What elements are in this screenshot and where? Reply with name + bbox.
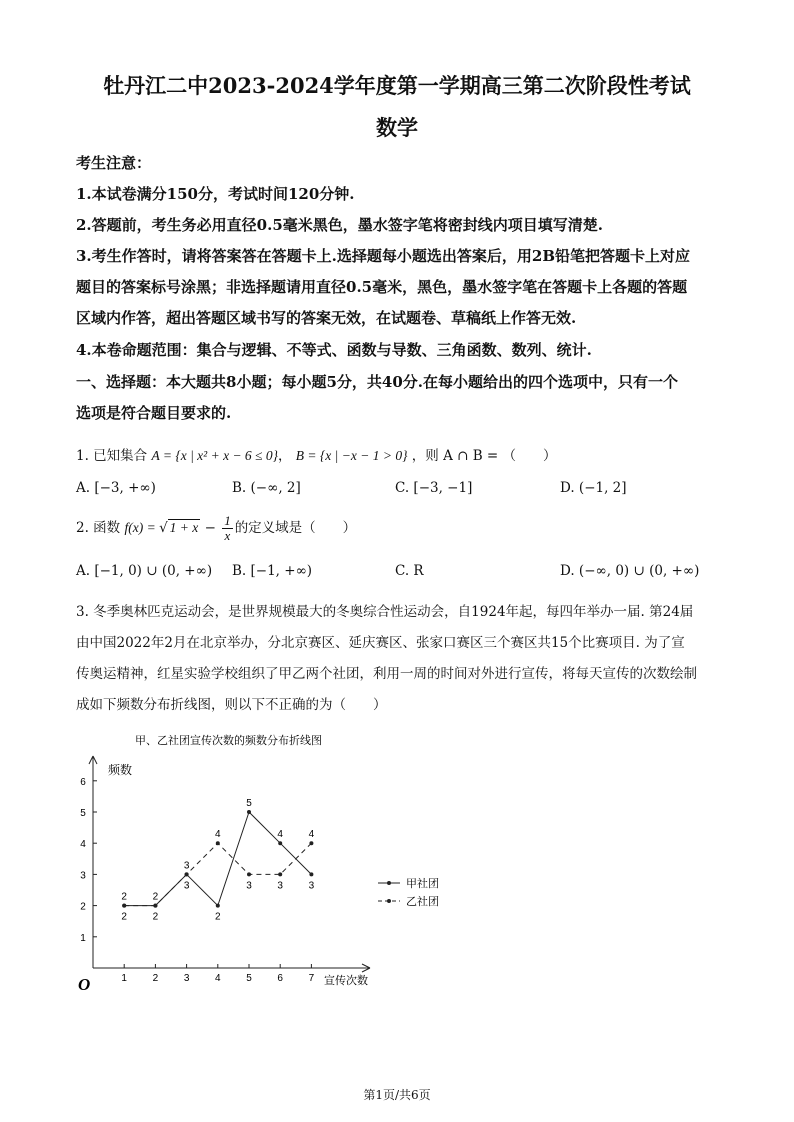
data-point — [216, 841, 220, 845]
q2-fraction-denominator: x — [224, 528, 231, 543]
q1-set-a: A = {x | x² + x − 6 ≤ 0} — [151, 448, 278, 463]
data-point — [247, 872, 251, 876]
x-tick-label: 1 — [121, 973, 127, 984]
q2-minus: − — [200, 520, 221, 536]
frequency-line-chart — [60, 730, 480, 995]
question-3-line-2: 由中国2022年2月在北京举办，分北京赛区、延庆赛区、张家口赛区三个赛区共15个比赛项目. 为了宣 — [76, 635, 685, 651]
notice-item-2: 2.答题前，考生务必用直径0.5毫米黑色，墨水签字笔将密封线内项目填写清楚. — [76, 216, 603, 234]
q2-prefix: 2. 函数 — [76, 520, 121, 536]
data-point — [185, 872, 189, 876]
q1-prefix: 1. 已知集合 — [76, 448, 148, 464]
data-label: 2 — [121, 891, 127, 903]
q2-option-c[interactable]: C. R — [395, 563, 424, 579]
question-1-stem: 1. 已知集合 A = {x | x² + x − 6 ≤ 0}， B = {x | −x − 1 > 0} ，则 A ∩ B = （ ） — [76, 448, 557, 464]
data-label: 2 — [121, 911, 127, 923]
legend-marker — [387, 899, 391, 903]
data-label: 3 — [183, 860, 190, 872]
q1-option-a[interactable]: A. [−3, +∞) — [76, 480, 156, 496]
x-tick-label: 2 — [152, 973, 159, 984]
q2-radicand: 1 + x — [169, 520, 199, 535]
q2-suffix: 的定义域是（ ） — [234, 520, 357, 536]
x-tick-label: 7 — [308, 973, 315, 984]
x-axis-label: 宣传次数 — [324, 975, 368, 987]
y-axis-label: 频数 — [108, 763, 133, 777]
data-label: 2 — [152, 911, 159, 923]
data-label: 3 — [277, 880, 283, 892]
notice-item-3-line-1: 3.考生作答时，请将答案答在答题卡上.选择题每小题选出答案后，用2B铅笔把答题卡上对应 — [76, 247, 691, 265]
notice-item-3-line-3: 区域内作答，超出答题区域书写的答案无效，在试题卷、草稿纸上作答无效. — [76, 309, 577, 327]
origin-label: O — [78, 975, 91, 994]
q1-option-d[interactable]: D. (−1, 2] — [560, 480, 627, 496]
q2-fraction — [222, 514, 233, 543]
data-label: 5 — [246, 798, 252, 809]
y-tick-label: 1 — [80, 932, 86, 944]
notice-item-1: 1.本试卷满分150分，考试时间120分钟. — [76, 185, 355, 203]
data-label: 2 — [152, 891, 159, 903]
y-tick-label: 5 — [80, 808, 86, 819]
q1-set-b: B = {x | −x − 1 > 0} — [295, 448, 408, 463]
y-tick-label: 2 — [80, 901, 86, 913]
data-label: 3 — [246, 880, 252, 892]
legend-marker — [387, 881, 391, 885]
data-point — [309, 841, 313, 845]
y-tick-label: 4 — [80, 839, 86, 851]
q2-option-d[interactable]: D. (−∞, 0) ∪ (0, +∞) — [560, 563, 700, 579]
q1-ask: ，则 A ∩ B = （ ） — [411, 448, 557, 464]
paper-subject: 数学 — [376, 115, 418, 140]
question-3-line-1: 3. 冬季奥林匹克运动会，是世界规模最大的冬奥综合性运动会，自1924年起，每四年举办一届. 第24届 — [76, 604, 694, 620]
data-point — [247, 810, 251, 814]
q2-function: f(x) = — [124, 520, 160, 535]
data-label: 3 — [308, 880, 315, 892]
section-heading-line-2: 选项是符合题目要求的. — [76, 404, 232, 422]
data-point — [153, 904, 157, 908]
question-3-line-4: 成如下频数分布折线图，则以下不正确的为（ ） — [76, 697, 387, 713]
x-tick-label: 5 — [246, 973, 252, 984]
y-tick-label: 3 — [80, 870, 86, 882]
notice-heading: 考生注意： — [76, 154, 152, 172]
notice-item-3-line-2: 题目的答案标号涂黑；非选择题请用直径0.5毫米，黑色，墨水签字笔在答题卡上各题的答题 — [76, 278, 688, 296]
notice-item-4: 4.本卷命题范围：集合与逻辑、不等式、函数与导数、三角函数、数列、统计. — [76, 341, 592, 359]
legend-label: 乙社团 — [406, 896, 439, 908]
data-label: 3 — [183, 880, 190, 892]
y-tick-label: 6 — [80, 776, 86, 788]
x-tick-label: 6 — [277, 973, 283, 984]
q2-option-a[interactable]: A. [−1, 0) ∪ (0, +∞) — [76, 563, 213, 579]
data-label: 4 — [308, 829, 315, 841]
data-point — [216, 904, 220, 908]
x-tick-label: 4 — [215, 973, 221, 984]
question-2-stem: 2. 函数 f(x) = √ 1 + x − $\frac{1}{x}$ 的定义域是（ ） — [76, 513, 357, 543]
page-footer: 第1页/共6页 — [363, 1088, 431, 1102]
question-3-line-3: 传奥运精神，红星实验学校组织了甲乙两个社团，利用一周的时间对外进行宣传，将每天宣传的次数绘制 — [76, 666, 697, 682]
q1-option-c[interactable]: C. [−3, −1] — [395, 480, 473, 496]
paper-title: 牡丹江二中2023-2024学年度第一学期高三第二次阶段性考试 — [103, 73, 691, 98]
legend-label: 甲社团 — [406, 878, 439, 890]
data-label: 4 — [215, 829, 221, 841]
q2-option-b[interactable]: B. [−1, +∞) — [232, 563, 313, 579]
data-point — [122, 904, 126, 908]
data-label: 2 — [215, 911, 221, 923]
q2-fraction-numerator: 1 — [224, 513, 231, 528]
data-label: 4 — [277, 829, 283, 841]
section-heading-line-1: 一、选择题：本大题共8小题；每小题5分，共40分.在每小题给出的四个选项中，只有一个 — [76, 373, 678, 391]
x-tick-label: 3 — [183, 973, 190, 984]
q1-option-b[interactable]: B. (−∞, 2] — [232, 480, 301, 496]
data-point — [278, 841, 282, 845]
data-point — [278, 872, 282, 876]
data-point — [309, 872, 313, 876]
chart-title: 甲、乙社团宣传次数的频数分布折线图 — [135, 735, 322, 747]
